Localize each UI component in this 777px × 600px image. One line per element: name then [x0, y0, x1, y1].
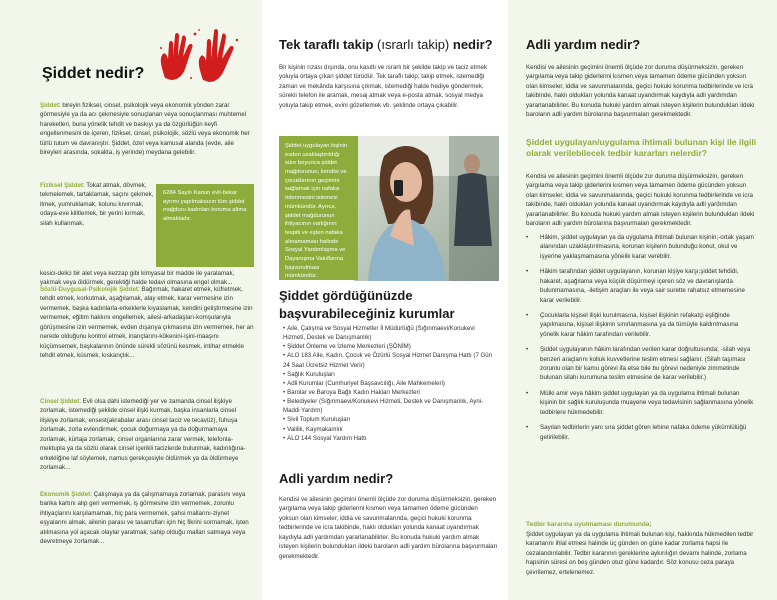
photo-illustration — [354, 136, 499, 281]
list-item: • Şiddet Önleme ve İzleme Merkezleri (ŞÖNİM) — [283, 343, 411, 351]
list-item: • Valilik, Kaymakamlık — [283, 425, 343, 433]
heading-legal-aid: Adli yardım nedir? — [279, 471, 394, 486]
heading-protective-measures: Şiddet uygulayan/uygulama ihtimali bulunan kişi ile ilgili olarak verilebilecek tedbir kararları nelerdir? — [526, 137, 757, 159]
list-item: • Hâkim tarafından şiddet uygulayanın, korunan kişiye karşı;şiddet tehdidi, hakaret, aşağılama veya küçük düşürmeyi içeren söz ve davranışlarda bulunmamasına, -iletişim araçları ile veya sair surette rahatsız etmemesine karar verilebilir. — [526, 268, 745, 304]
paragraph-violation: Şiddet uygulayan ya da uygulama ihtimali bulunan kişi, hakkında hükmedilen tedbir kararlarını ihlal etmesi halinde üç günden on güne kadar zorlama hapsi ile cezalandırılabilir. Tedbir kararının gereklerine aykırılığın devamı halinde, zorlama hapsinin süresi on beş günden otuz güne kadardır. Söz konusu ceza paraya çevrilemez, ertelenemez. — [526, 531, 754, 576]
list-item: • Belediyeler (Sığınmaevi/Konukevi Hizmeti, Destek ve Danışmanlık, Ayni-Maddi Yardım) — [283, 398, 484, 415]
list-item: • Barolar ve Baroya Bağlı Kadın Hakları Merkezleri — [283, 388, 420, 396]
paragraph-sexual-violence — [40, 397, 254, 472]
page-title-violence: Şiddet nedir? — [42, 65, 145, 82]
list-item: • Şiddet uygulayanın hâkim tarafından verilen karar doğrultusunda; -silah veya benzeri araçlarını kolluk kuvvetlerine teslim etmesi sağlanır. (Silah taşıması zorunlu olan bir kamu görevi ifa etse bile bu görevi nedeniyle zimmetinde bulunan silahı kurumuna teslim etmesine de karar verilebilir.) — [526, 346, 751, 382]
text-physical-violence: : Tokat atmak, dövmek, tekmelemek, tartaklamak, saçını çekmek, itmek, yumruklamak, kolunu kıvırmak, odaya-eve kilitlemek, bir yerini kırmak, silah kullanmak, — [40, 182, 154, 227]
paragraph-economic-violence — [40, 490, 254, 547]
text-economic-violence: : Çalışmaya ya da çalışmamaya zorlamak, parasını veya banka kartını alıp geri vermemek, iş görmesine izin vermemek, zorunlu ihtiyaçlarını karşılamamak, hiç para vermemek, şahsi mallarını-ziynet eşyalarını almak, ailenin parası ve tasarrufları için hiç fikrini sormamak, işten atılmasına yol açacak olaylar yaratmak, sahip olduğu malları satmaya veya devretmeye zorlamak... — [40, 491, 249, 546]
paragraph-physical-violence — [40, 181, 154, 228]
heading-stalking — [279, 37, 493, 52]
term-verbal-violence: Sözlü-Duygusal-Psikolojik Şiddet — [40, 286, 138, 293]
paragraph-protective-measures: Kendisi ve ailesinin geçimini önemli ölçüde zor duruma düşürmeksizin, gereken yargılama veya takip giderlerini kısmen veya tamamen ödeme gücünden yoksun olan kimseler, iddia ve savunmalarında, geçici hukuki korunma tedbirlerinde ve icra takibinde, haklı oldukları yolunda kanaat uyandırmak kaydıyla adli yardımdan yararlanabilirler. Bu konuda hukuki yardım almak isteyen kişilerin bulundukları ildeki baroların adli yardım bürolarına başvurmaları gerekmektedir. — [526, 173, 755, 228]
paragraph-legal-aid-2: Kendisi ve ailesinin geçimini önemli ölçüde zor duruma düşürmeksizin, gereken yargılama veya takip giderlerini kısmen veya tamamen ödeme gücünden yoksun olan kimseler, iddia ve savunmalarında, geçici hukuki korunma tedbirlerinde ve icra takibinde, haklı oldukları yolunda kanaat uyandırmak kaydıyla adli yardımdan yararlanabilirler. Bu konuda hukuki yardım almak isteyen kişilerin bulundukları ildeki baroların adli yardım bürolarına başvurmaları gerekmektedir. — [526, 64, 755, 119]
list-item: • Mülki amir veya hâkim şiddet uygulayan ya da uygulama ihtimali bulunan kişinin bir sağlık kuruluşunda muayene veya tedavisinin sağlanmasına yönelik tedbirlere hükmedebilir. — [526, 389, 754, 416]
paragraph-stalking: Bir kişinin rızası dışında, onu kasıtlı ve ısrarlı bir şekilde takip ve taciz etmek yoluyla ortaya çıkan şiddet türüdür. Tek taraflı takip; takip etmek, istemediği zaman ve mekânda karşısına çıkmak, istemediği halde hediye göndermek, sürekli telefon ile aramak, mesaj atmak veya e-posta atmak, sosyal medya yoluyla takip etmek, evini gözetlemek vb. şeklinde ortaya çıkabilir. — [279, 64, 488, 109]
list-item: • ALO 144 Sosyal Yardım Hattı — [283, 434, 367, 442]
paragraph-verbal-violence — [40, 285, 254, 360]
term-violence: Şiddet — [40, 102, 59, 109]
text-physical-violence-cont: kesici-delici bir alet veya kezzap gibi kimyasal bir madde ile yaralamak, yakmak veya öldürmek, gerektiği halde tedavi olmasına engel olmak... — [40, 270, 235, 287]
list-item: • Aile, Çalışma ve Sosyal Hizmetler İl Müdürlüğü (Sığınmaevi/Konukevi Hizmeti, Destek ve Danışmanlık) — [283, 325, 475, 342]
info-box-law-6284: 6284 Sayılı Kanun evli-bekar ayrımı yapılmaksızın tüm şiddet mağduru kadınları koruma altına almaktadır. — [156, 184, 254, 267]
list-item: • Sayılan tedbirlerin yanı sıra şiddet gören lehine nafaka ödeme yükümlülüğü getirilebilir. — [526, 424, 747, 441]
list-item: • Sivil Toplum Kuruluşları — [283, 416, 351, 424]
list-item: • Adli Kurumlar (Cumhuriyet Başsavcılığı, Aile Mahkemeleri) — [283, 379, 445, 387]
text-sexual-violence: : Evli olsa dahi istemediği yer ve zamanda cinsel ilişkiye zorlamak, istemediği şekilde cinsel ilişki kurmak, başka insanlarla cinsel ilişkiye zorlamak, ensest(akrabalar arası cinsel taciz ve tecavüz), fuhuşa zorlamak, zorla evlendirmek, çocuk doğurmaya ya da doğurmamaya zorlamak, kürtaja zorlamak, cinsel organlarına zarar vermek, telefonla-mektupla ya da sözlü olarak cinsel içerikli tacizlerde bulunmak, kadınlığına-erkekliğine laf söylemek, namus gerekçesiyle öldürmek ya da öldürmeye zorlamak... — [40, 398, 246, 471]
text-violence: : bireyin fiziksel, cinsel, psikolojik veya ekonomik yönden zarar görmesiyle ya da acı çekmesiyle sonuçlanan veya sonuçlanması muhtemel hareketleri, buna yönelik tehdit ve baskıyı ya da özgürlüğün keyfi engellenmesini de içeren, fiziksel, cinsel, psikolojik, sözlü veya ekonomik her türlü tutum ve davranıştır. Şiddet, özel veya kamusal alanda (evde, aile bireyleri arasında, sokakta, iş yerinde) meydana gelebilir. — [40, 102, 250, 157]
heading-legal-aid-2: Adli yardım nedir? — [526, 37, 641, 52]
paragraph-legal-aid: Kendisi ve ailesinin geçimini önemli ölçüde zor duruma düşürmeksizin, gereken yargılama veya takip giderlerini kısmen veya tamamen ödeme gücünden yoksun olan kimseler, iddia ve savunmalarında, geçici hukuki korunma tedbirlerinde ve icra takibinde, haklı oldukları yolunda kanaat uyandırmak kaydıyla adli yardımdan yararlanabilirler. Bu konuda hukuki yardım almak isteyen kişilerin bulundukları ildeki baroların adli yardım bürolarına başvurmaları gerekmektedir. — [279, 496, 498, 560]
list-item: • Hâkim, şiddet uygulayan ya da uygulama ihtimali bulunan kişinin;-ortak yaşam alanından uzaklaştırılmasına, korunan kişilerin bulunduğu konut, okul ve işyerine yaklaşmamasına yönelik karar verebilir. — [526, 234, 754, 260]
heading-stalking-light: (ısrarlı takip) — [377, 37, 450, 52]
info-box-alimony: Şiddet uygulayan kişinin evden uzaklaştırıldığı süre boyunca şiddet mağdurunun, kendisi ve çocuklarının geçimini sağlamak için nafaka ödenmesini istemesi mümkündür. Ayrıca, şiddet mağdurunun ihtiyacının varlığının tespiti ve eşten nafaka alınamaması halinde Sosyal Yardımlaşma ve Dayanışma Vakıflarına başvurulması mümkündür. — [279, 136, 358, 280]
term-physical-violence: Fiziksel Şiddet — [40, 182, 83, 189]
list-institutions — [283, 324, 497, 443]
text-verbal-violence: : Bağırmak, hakaret etmek, küfretmek, tehdit etmek, korkutmak, aşağılamak, alay etmek, karar vermesine izin vermemek, başka kadınlarla-erkeklerle kıyaslamak, kendini geliştirmesine izin vermemek, eğitim hakkını engellemek, ailesi-arkadaşları-komşularıyla görüşmesine izin vermemek, evden dışarıya çıkmasına izin vermemek, her an nerede olduğunu kontrol etmek, inançlarını-kökenini-işini-maaşını küçümsemek, başkalarının önünde sürekli sözünü kesmek, intihar etmekle tehdit etmek, küsmek, kıskançlık... — [40, 286, 254, 359]
paragraph-violence-definition — [40, 101, 254, 158]
list-item: • ALO 183 Aile, Kadın, Çocuk ve Özürlü Sosyal Hizmet Danışma Hattı (7 Gün 24 Saat Ücretsiz Hizmet Verir) — [283, 352, 493, 369]
term-sexual-violence: Cinsel Şiddet — [40, 398, 80, 405]
list-item: • Sağlık Kuruluşları — [283, 370, 335, 378]
heading-violation: Tedbir kararına uyulmaması durumunda; — [526, 521, 652, 528]
photo-woman-on-phone-followed — [354, 136, 499, 281]
term-economic-violence: Ekonomik Şiddet — [40, 491, 91, 498]
heading-stalking-end: nedir? — [452, 37, 493, 52]
heading-stalking-bold: Tek taraflı takip — [279, 37, 374, 52]
heading-institutions: Şiddet gördüğünüzde başvurabileceğiniz kurumlar — [279, 288, 455, 321]
list-protective-measures — [526, 233, 757, 448]
list-item: • Çocuklarla kişisel ilişki kurulmasına, kişisel ilişkinin refakatçi eşliğinde yapılmasına, kişisel ilişkinin sınırlanmasına ya da tümüyle kaldırılmasına yönelik karar hâkim tarafından verilebilir. — [526, 311, 739, 338]
red-handprints-illustration — [155, 22, 243, 84]
